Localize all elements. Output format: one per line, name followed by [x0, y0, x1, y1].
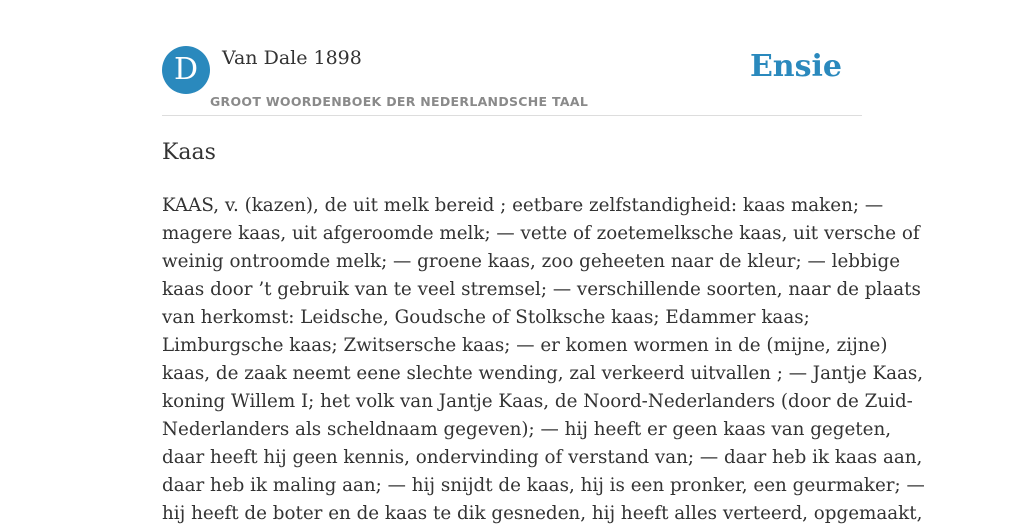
- definition-line: daar heb ik maling aan; — hij snijdt de kaas, hij is een pronker, een geurmaker; —: [162, 475, 925, 496]
- entry-definition: [162, 192, 925, 528]
- entry-title: Kaas: [162, 140, 216, 165]
- definition-line: koning Willem I; het volk van Jantje Kaas, de Noord-Nederlanders (door de Zuid-: [162, 391, 913, 412]
- dictionary-name-link[interactable]: Van Dale 1898: [222, 47, 362, 69]
- definition-line: hij heeft de boter en de kaas te dik gesneden, hij heeft alles verteerd, opgemaakt,: [162, 503, 923, 524]
- definition-line: daar heeft hij geen kennis, ondervinding of verstand van; — daar heb ik kaas aan,: [162, 447, 923, 468]
- definition-line: Limburgsche kaas; Zwitsersche kaas; — er komen wormen in de (mijne, zijne): [162, 335, 888, 356]
- ensie-brand-link[interactable]: Ensie: [749, 49, 842, 84]
- definition-line: KAAS, v. (kazen), de uit melk bereid ; eetbare zelfstandigheid: kaas maken; —: [162, 195, 884, 216]
- dictionary-header: [162, 46, 862, 116]
- definition-line: van herkomst: Leidsche, Goudsche of Stolksche kaas; Edammer kaas;: [162, 307, 810, 328]
- definition-line: Nederlanders als scheldnaam gegeven); — hij heeft er geen kaas van gegeten,: [162, 419, 892, 440]
- header-divider: [162, 115, 862, 116]
- dictionary-subtitle: GROOT WOORDENBOEK DER NEDERLANDSCHE TAAL: [210, 94, 589, 109]
- dictionary-logo[interactable]: D: [162, 46, 210, 94]
- definition-line: magere kaas, uit afgeroomde melk; — vette of zoetemelksche kaas, uit versche of: [162, 223, 920, 244]
- definition-line: weinig ontroomde melk; — groene kaas, zoo geheeten naar de kleur; — lebbige: [162, 251, 901, 272]
- definition-line: kaas, de zaak neemt eene slechte wending, zal verkeerd uitvallen ; — Jantje Kaas,: [162, 363, 924, 384]
- definition-line: kaas door ’t gebruik van te veel stremsel; — verschillende soorten, naar de plaats: [162, 279, 921, 300]
